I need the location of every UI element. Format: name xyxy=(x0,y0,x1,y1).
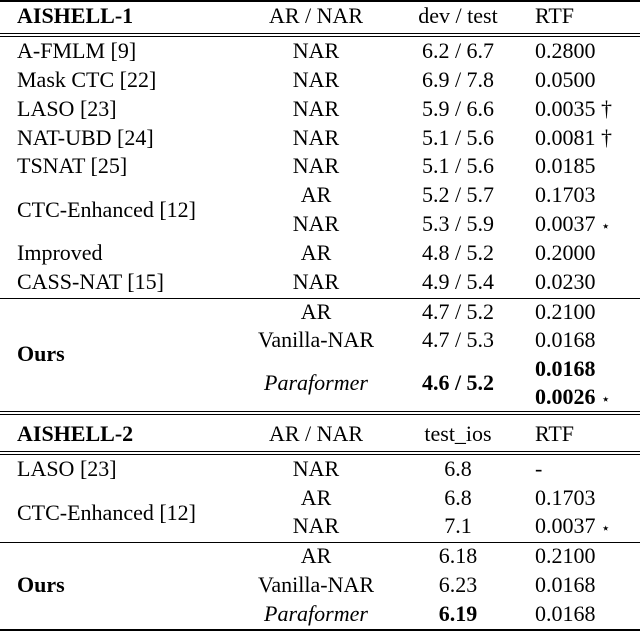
type-cell: NAR xyxy=(292,38,340,63)
header-metric: dev / test xyxy=(418,3,498,28)
header-type: AR / NAR xyxy=(268,3,364,28)
rtf-cell: 0.1703 xyxy=(535,182,596,207)
rtf-cell: 0.0185 xyxy=(535,153,596,178)
rtf-cell: 0.2100 xyxy=(535,543,596,568)
score-cell: 7.1 xyxy=(444,513,472,538)
method-cell: LASO [23] xyxy=(17,456,117,481)
score-cell: 6.8 xyxy=(444,485,472,510)
star-mark: ⋆ xyxy=(601,390,611,408)
type-cell-paraformer: Paraformer xyxy=(264,601,368,626)
score-cell-best: 4.6 / 5.2 xyxy=(421,370,495,395)
rtf-cell: 0.0230 xyxy=(535,269,596,294)
type-cell: NAR xyxy=(292,513,340,538)
type-cell: NAR xyxy=(292,67,340,92)
method-cell: Mask CTC [22] xyxy=(17,67,157,92)
ours-label: Ours xyxy=(17,572,65,597)
header-type: AR / NAR xyxy=(268,421,364,446)
star-mark: ⋆ xyxy=(601,217,611,235)
score-cell: 6.2 / 6.7 xyxy=(421,38,495,63)
score-cell: 4.7 / 5.2 xyxy=(421,299,495,324)
score-cell: 6.18 xyxy=(438,543,478,568)
type-cell-paraformer: Paraformer xyxy=(264,370,368,395)
rtf-cell-best: 0.0168 xyxy=(535,356,596,381)
rtf-cell: - xyxy=(535,456,543,481)
rtf-value: 0.0081 xyxy=(535,125,596,150)
method-cell: NAT-UBD [24] xyxy=(17,125,154,150)
bottom-rule xyxy=(0,629,640,631)
block-rule-double xyxy=(0,414,640,415)
rtf-cell xyxy=(535,98,612,120)
rtf-cell xyxy=(535,127,612,149)
score-cell: 5.1 / 5.6 xyxy=(421,125,495,150)
method-cell: TSNAT [25] xyxy=(17,153,128,178)
type-cell: NAR xyxy=(292,211,340,236)
header-rule xyxy=(0,451,640,452)
method-cell: CTC-Enhanced [12] xyxy=(17,500,196,525)
type-cell: NAR xyxy=(292,96,340,121)
rtf-cell: 0.0500 xyxy=(535,67,596,92)
method-cell: A-FMLM [9] xyxy=(17,38,137,63)
score-cell: 5.9 / 6.6 xyxy=(421,96,495,121)
header-rule-double xyxy=(0,36,640,37)
rtf-cell: 0.0168 xyxy=(535,601,596,626)
rtf-cell: 0.0168 xyxy=(535,327,596,352)
method-cell: LASO [23] xyxy=(17,96,117,121)
header-dataset-aishell2: AISHELL-2 xyxy=(17,421,134,446)
ours-label: Ours xyxy=(17,341,65,366)
dagger-mark: † xyxy=(601,125,612,150)
score-cell: 5.2 / 5.7 xyxy=(421,182,495,207)
type-cell: AR xyxy=(300,240,332,265)
rtf-cell: 0.1703 xyxy=(535,485,596,510)
rtf-value: 0.0037 xyxy=(535,513,596,538)
rtf-value: 0.0035 xyxy=(535,96,596,121)
score-cell: 6.23 xyxy=(438,572,478,597)
rtf-value-best: 0.0026 xyxy=(535,384,596,409)
header-rtf: RTF xyxy=(535,421,575,446)
rtf-cell xyxy=(535,386,610,408)
type-cell: Vanilla-NAR xyxy=(257,327,375,352)
rtf-cell xyxy=(535,213,610,235)
type-cell: NAR xyxy=(292,125,340,150)
score-cell: 6.9 / 7.8 xyxy=(421,67,495,92)
type-cell: AR xyxy=(300,299,332,324)
block-rule xyxy=(0,411,640,412)
rtf-cell xyxy=(535,515,610,537)
score-cell-best: 6.19 xyxy=(438,601,478,626)
rtf-cell: 0.2000 xyxy=(535,240,596,265)
rtf-cell: 0.2100 xyxy=(535,299,596,324)
method-cell: CTC-Enhanced [12] xyxy=(17,197,196,222)
type-cell: AR xyxy=(300,543,332,568)
score-cell: 4.8 / 5.2 xyxy=(421,240,495,265)
type-cell: Vanilla-NAR xyxy=(257,572,375,597)
type-cell: NAR xyxy=(292,456,340,481)
header-metric: test_ios xyxy=(424,421,492,446)
star-mark: ⋆ xyxy=(601,519,611,537)
score-cell: 4.9 / 5.4 xyxy=(421,269,495,294)
score-cell: 5.3 / 5.9 xyxy=(421,211,495,236)
type-cell: NAR xyxy=(292,269,340,294)
header-rtf: RTF xyxy=(535,3,575,28)
header-dataset-aishell1: AISHELL-1 xyxy=(17,3,134,28)
header-rule-double xyxy=(0,454,640,455)
method-cell: CASS-NAT [15] xyxy=(17,269,164,294)
header-rule xyxy=(0,33,640,34)
score-cell: 5.1 / 5.6 xyxy=(421,153,495,178)
method-cell: Improved xyxy=(17,240,103,265)
score-cell: 6.8 xyxy=(444,456,472,481)
top-rule xyxy=(0,0,640,2)
type-cell: AR xyxy=(300,182,332,207)
rtf-cell: 0.0168 xyxy=(535,572,596,597)
dagger-mark: † xyxy=(601,96,612,121)
type-cell: NAR xyxy=(292,153,340,178)
rtf-value: 0.0037 xyxy=(535,211,596,236)
score-cell: 4.7 / 5.3 xyxy=(421,327,495,352)
type-cell: AR xyxy=(300,485,332,510)
rtf-cell: 0.2800 xyxy=(535,38,596,63)
